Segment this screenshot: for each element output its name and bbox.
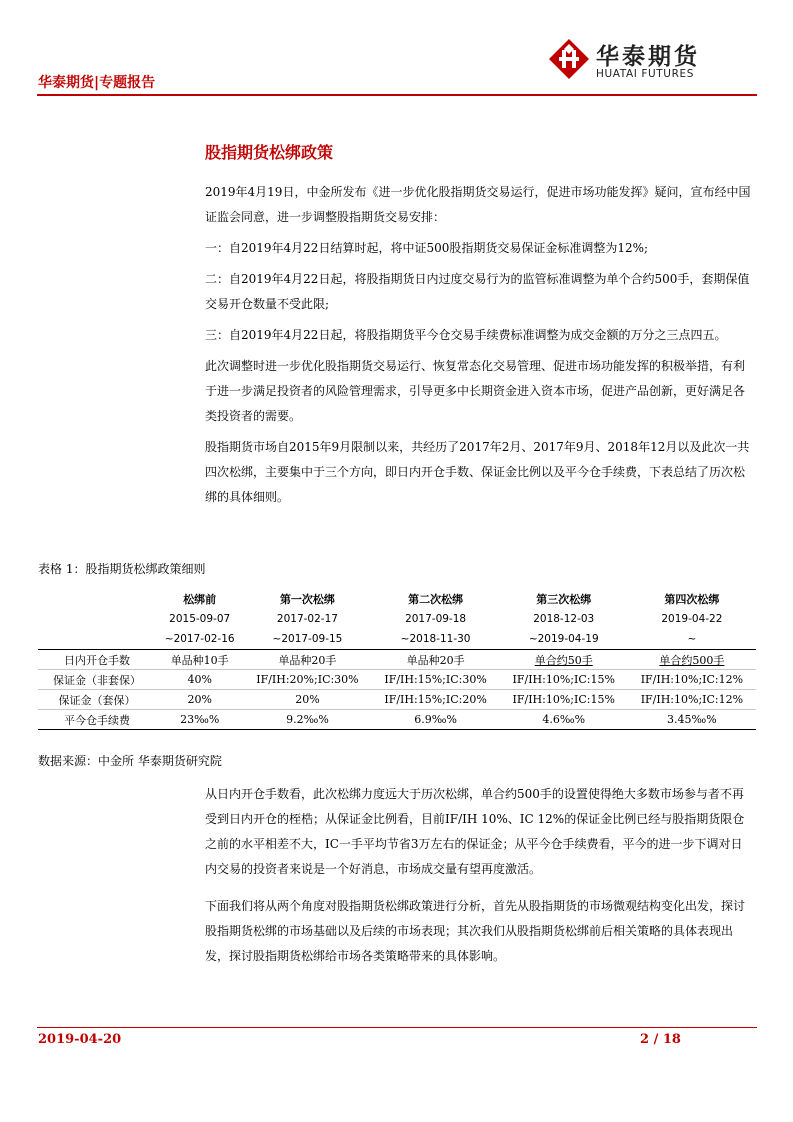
table-cell: 23‰% [156,710,243,730]
intro-paragraph-4: 三：自2019年4月22日起，将股指期货平今仓交易手续费标准调整为成交金额的万分之三点四五。 [205,328,727,342]
col-end-date: ~2018-11-30 [400,633,471,645]
col-header-name: 第四次松绑 [664,593,720,606]
col-end-date: ~2019-04-19 [528,633,599,645]
table-row [38,670,756,690]
col-header-name: 第一次松绑 [279,593,335,606]
col-end-date: ~2017-09-15 [272,633,343,645]
intro-paragraph-3: 二：自2019年4月22日起，将股指期货日内过度交易行为的监管标准调整为单个合约500手，套期保值交易开仓数量不受此限; [205,272,750,311]
col-header-name: 第二次松绑 [408,593,464,606]
col-header-start [372,609,500,629]
row-label: 日内开仓手数 [38,650,156,670]
row-label: 平今仓手续费 [38,710,156,730]
intro-paragraph-2: 一：自2019年4月22日结算时起，将中证500股指期货交易保证金标准调整为12%; [205,241,649,255]
intro-paragraph-1: 2019年4月19日，中金所发布《进一步优化股指期货交易运行，促进市场功能发挥》疑问，宣布经中国证监会同意，进一步调整股指期货交易安排： [205,185,751,224]
table-cell: 6.9‰% [372,710,500,730]
row-label: 保证金（套保） [38,690,156,710]
col-end-date: ~2017-02-16 [164,633,235,645]
logo-chinese-name: 华泰期货 [596,44,700,70]
table-cell: IF/IH:10%;IC:12% [628,690,756,710]
table-cell [628,650,756,670]
table-cell: 9.2‰% [243,710,371,730]
col-header-name: 第三次松绑 [536,593,592,606]
col-header-end [243,629,371,650]
table-cell: IF/IH:20%;IC:30% [243,670,371,690]
section-title: 股指期货松绑政策 [205,143,334,162]
col-header-start [628,609,756,629]
header-blank [38,609,156,629]
policy-table [38,590,756,730]
table-cell: 20% [156,690,243,710]
table-cell: IF/IH:15%;IC:20% [372,690,500,710]
intro-paragraph-5: 此次调整时进一步优化股指期货交易运行、恢复常态化交易管理、促进市场功能发挥的积极举措，有利于进一步满足投资者的风险管理需求，引导更多中长期资金进入资本市场，促进产品创新，更好满足各类投资者的需要。 [205,359,746,423]
col-header-start [243,609,371,629]
table-header-row [38,590,756,609]
table-cell: 单品种20手 [372,650,500,670]
col-start-date: 2018-12-03 [533,613,595,625]
col-header-end [500,629,628,650]
col-header-end [156,629,243,650]
col-header-end [628,629,756,650]
table-cell: 4.6‰% [500,710,628,730]
intro-paragraph-6: 股指期货市场自2015年9月限制以来，共经历了2017年2月、2017年9月、2018年12月以及此次一共四次松绑，主要集中于三个方向，即日内开仓手数、保证金比例以及平今仓手续费，下表总结了历次松绑的具体细则。 [205,440,750,504]
footer-rule [37,1027,757,1028]
header-blank [38,590,156,609]
table-cell: 3.45‰% [628,710,756,730]
table-row [38,650,756,670]
col-start-date: 2017-02-17 [276,613,338,625]
analysis-paragraph-2: 下面我们将从两个角度对股指期货松绑政策进行分析，首先从股指期货的市场微观结构变化出发，探讨股指期货松绑的市场基础以及后续的市场表现；其次我们从股指期货松绑前后相关策略的具体表现出发，探讨股指期货松绑给市场各类策略带来的具体影响。 [205,899,746,963]
col-header-start [156,609,243,629]
col-header-start [500,609,628,629]
page-number: 2 / 18 [640,1032,681,1047]
col-start-date: 2017-09-18 [405,613,467,625]
header-blank [38,629,156,650]
table-cell: 20% [243,690,371,710]
header-brand: 华泰期货|专题报告 [38,75,156,91]
analysis-text [205,782,753,969]
table-header-row [38,609,756,629]
footer-date: 2019-04-20 [38,1032,122,1047]
table-cell: IF/IH:10%;IC:15% [500,670,628,690]
table-cell: 40% [156,670,243,690]
row-label: 保证金（非套保） [38,670,156,690]
table-cell: IF/IH:10%;IC:15% [500,690,628,710]
table-caption: 表格 1：股指期货松绑政策细则 [38,562,206,576]
company-logo [548,38,718,84]
table-header-row [38,629,756,650]
table-cell [500,650,628,670]
table-cell: IF/IH:15%;IC:30% [372,670,500,690]
col-start-date: 2015-09-07 [169,613,231,625]
table-row [38,690,756,710]
table-cell: 单品种10手 [156,650,243,670]
col-header-end [372,629,500,650]
col-header-name: 松绑前 [183,593,217,606]
analysis-paragraph-1: 从日内开仓手数看，此次松绑力度远大于历次松绑，单合约500手的设置使得绝大多数市场参与者不再受到日内开仓的桎梏；从保证金比例看，目前IF/IH 10%、IC 12%的保证金比例已经与股指期货限仓之前的水平相差不大，IC一手平均节省3万左右的保证金；从平今仓手续费看，平今的进一步下调对日内交易的投资者来说是一个好消息，市场成交量有望再度激活。 [205,787,745,876]
header-rule [37,94,757,96]
table-source: 数据来源：中金所 华泰期货研究院 [38,754,222,768]
logo-english-name: HUATAI FUTURES [596,68,694,80]
table-cell: IF/IH:10%;IC:12% [628,670,756,690]
table-row [38,710,756,730]
table-cell: 单品种20手 [243,650,371,670]
huatai-logo-icon [548,38,590,80]
col-end-date: ~ [687,633,697,645]
table-cell-text: 单合约500手 [659,653,725,667]
col-start-date: 2019-04-22 [661,613,723,625]
intro-text [205,180,753,510]
table-cell-text: 单合约50手 [534,653,593,667]
